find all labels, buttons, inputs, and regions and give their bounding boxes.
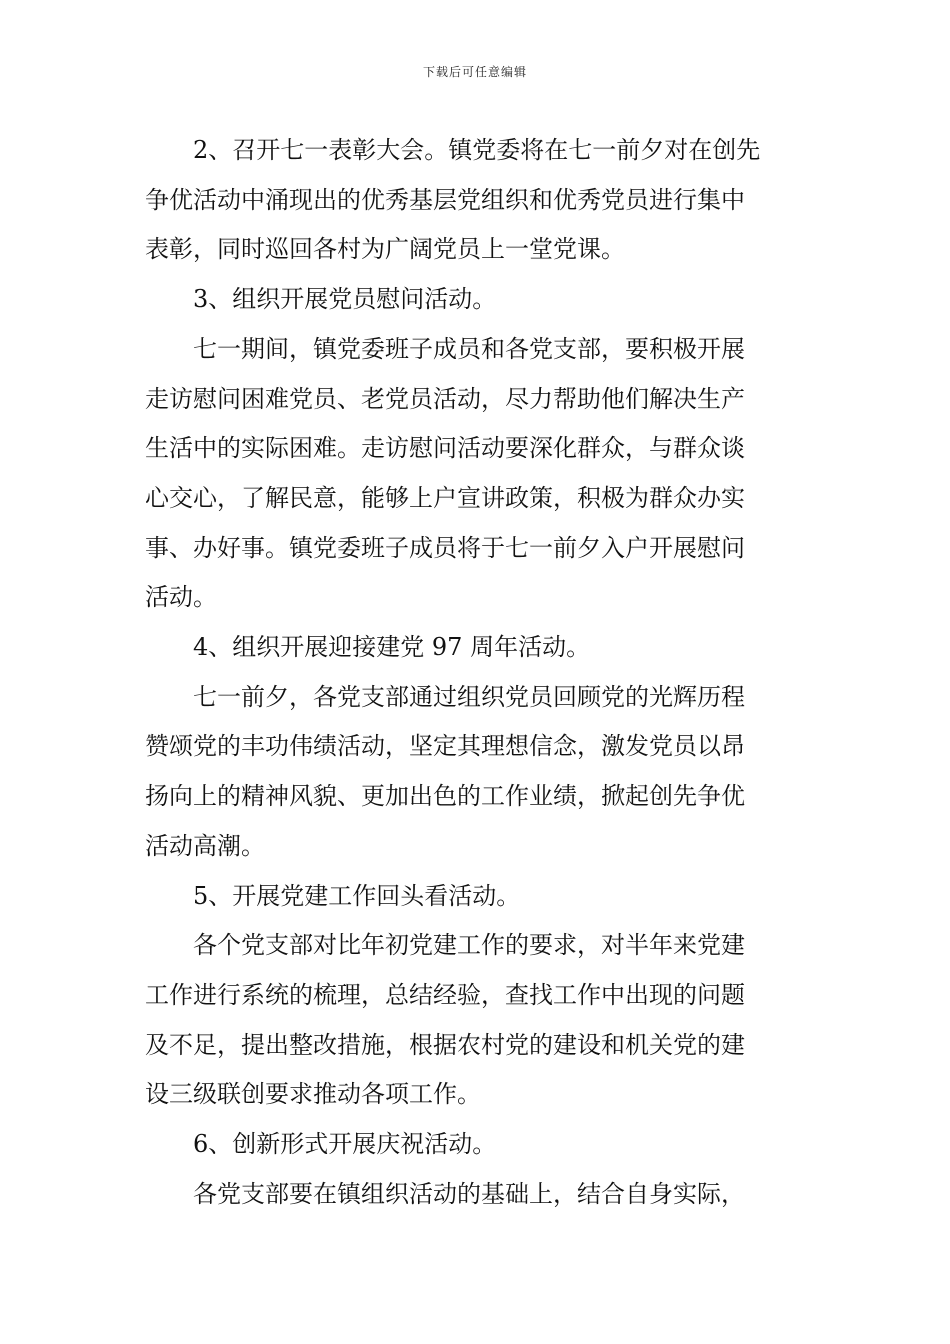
text-line: 活动高潮。: [145, 831, 265, 860]
text-line: 表彰，同时巡回各村为广阔党员上一堂党课。: [145, 235, 625, 264]
page-header: 下载后可任意编辑: [422, 65, 527, 79]
text-line: 2、召开七一表彰大会。镇党委将在七一前夕对在创先: [193, 136, 761, 164]
paragraph-heading-3: [145, 275, 807, 325]
paragraph-anniversary: [145, 673, 807, 872]
text-line: 工作进行系统的梳理，总结经验，查找工作中出现的问题: [145, 980, 745, 1009]
text-line: 活动。: [145, 583, 217, 612]
text-line: 及不足，提出整改措施，根据农村党的建设和机关党的建: [145, 1030, 745, 1059]
paragraph-heading-6: [145, 1120, 807, 1170]
text-line: 走访慰问困难党员、老党员活动，尽力帮助他们解决生产: [145, 384, 745, 413]
paragraph-review: [145, 921, 807, 1120]
paragraph-celebration: [145, 1170, 807, 1220]
text-line: 4、组织开展迎接建党 97 周年活动。: [193, 633, 591, 662]
text-line: 扬向上的精神风貌、更加出色的工作业绩，掀起创先争优: [145, 782, 745, 811]
text-line: 事、办好事。镇党委班子成员将于七一前夕入户开展慰问: [145, 533, 745, 562]
text-line: 各个党支部对比年初党建工作的要求，对半年来党建: [193, 931, 745, 960]
text-line: 七一期间，镇党委班子成员和各党支部，要积极开展: [193, 334, 745, 363]
text-line: 赞颂党的丰功伟绩活动，坚定其理想信念，激发党员以昂: [145, 732, 745, 761]
paragraph-condolence: [145, 325, 807, 623]
text-line: 6、创新形式开展庆祝活动。: [193, 1130, 497, 1159]
paragraph-item-2: [145, 126, 807, 275]
paragraph-heading-4: [145, 623, 807, 673]
paragraph-heading-5: [145, 872, 807, 922]
document-body: [145, 126, 807, 1219]
text-line: 各党支部要在镇组织活动的基础上，结合自身实际，: [193, 1179, 745, 1208]
text-line: 生活中的实际困难。走访慰问活动要深化群众，与群众谈: [145, 434, 745, 463]
text-line: 七一前夕，各党支部通过组织党员回顾党的光辉历程: [193, 682, 745, 711]
text-line: 5、开展党建工作回头看活动。: [193, 881, 521, 910]
text-line: 3、组织开展党员慰问活动。: [193, 285, 497, 314]
text-line: 心交心，了解民意，能够上户宣讲政策，积极为群众办实: [145, 483, 745, 512]
text-line: 设三级联创要求推动各项工作。: [145, 1080, 481, 1109]
text-line: 争优活动中涌现出的优秀基层党组织和优秀党员进行集中: [145, 185, 745, 214]
